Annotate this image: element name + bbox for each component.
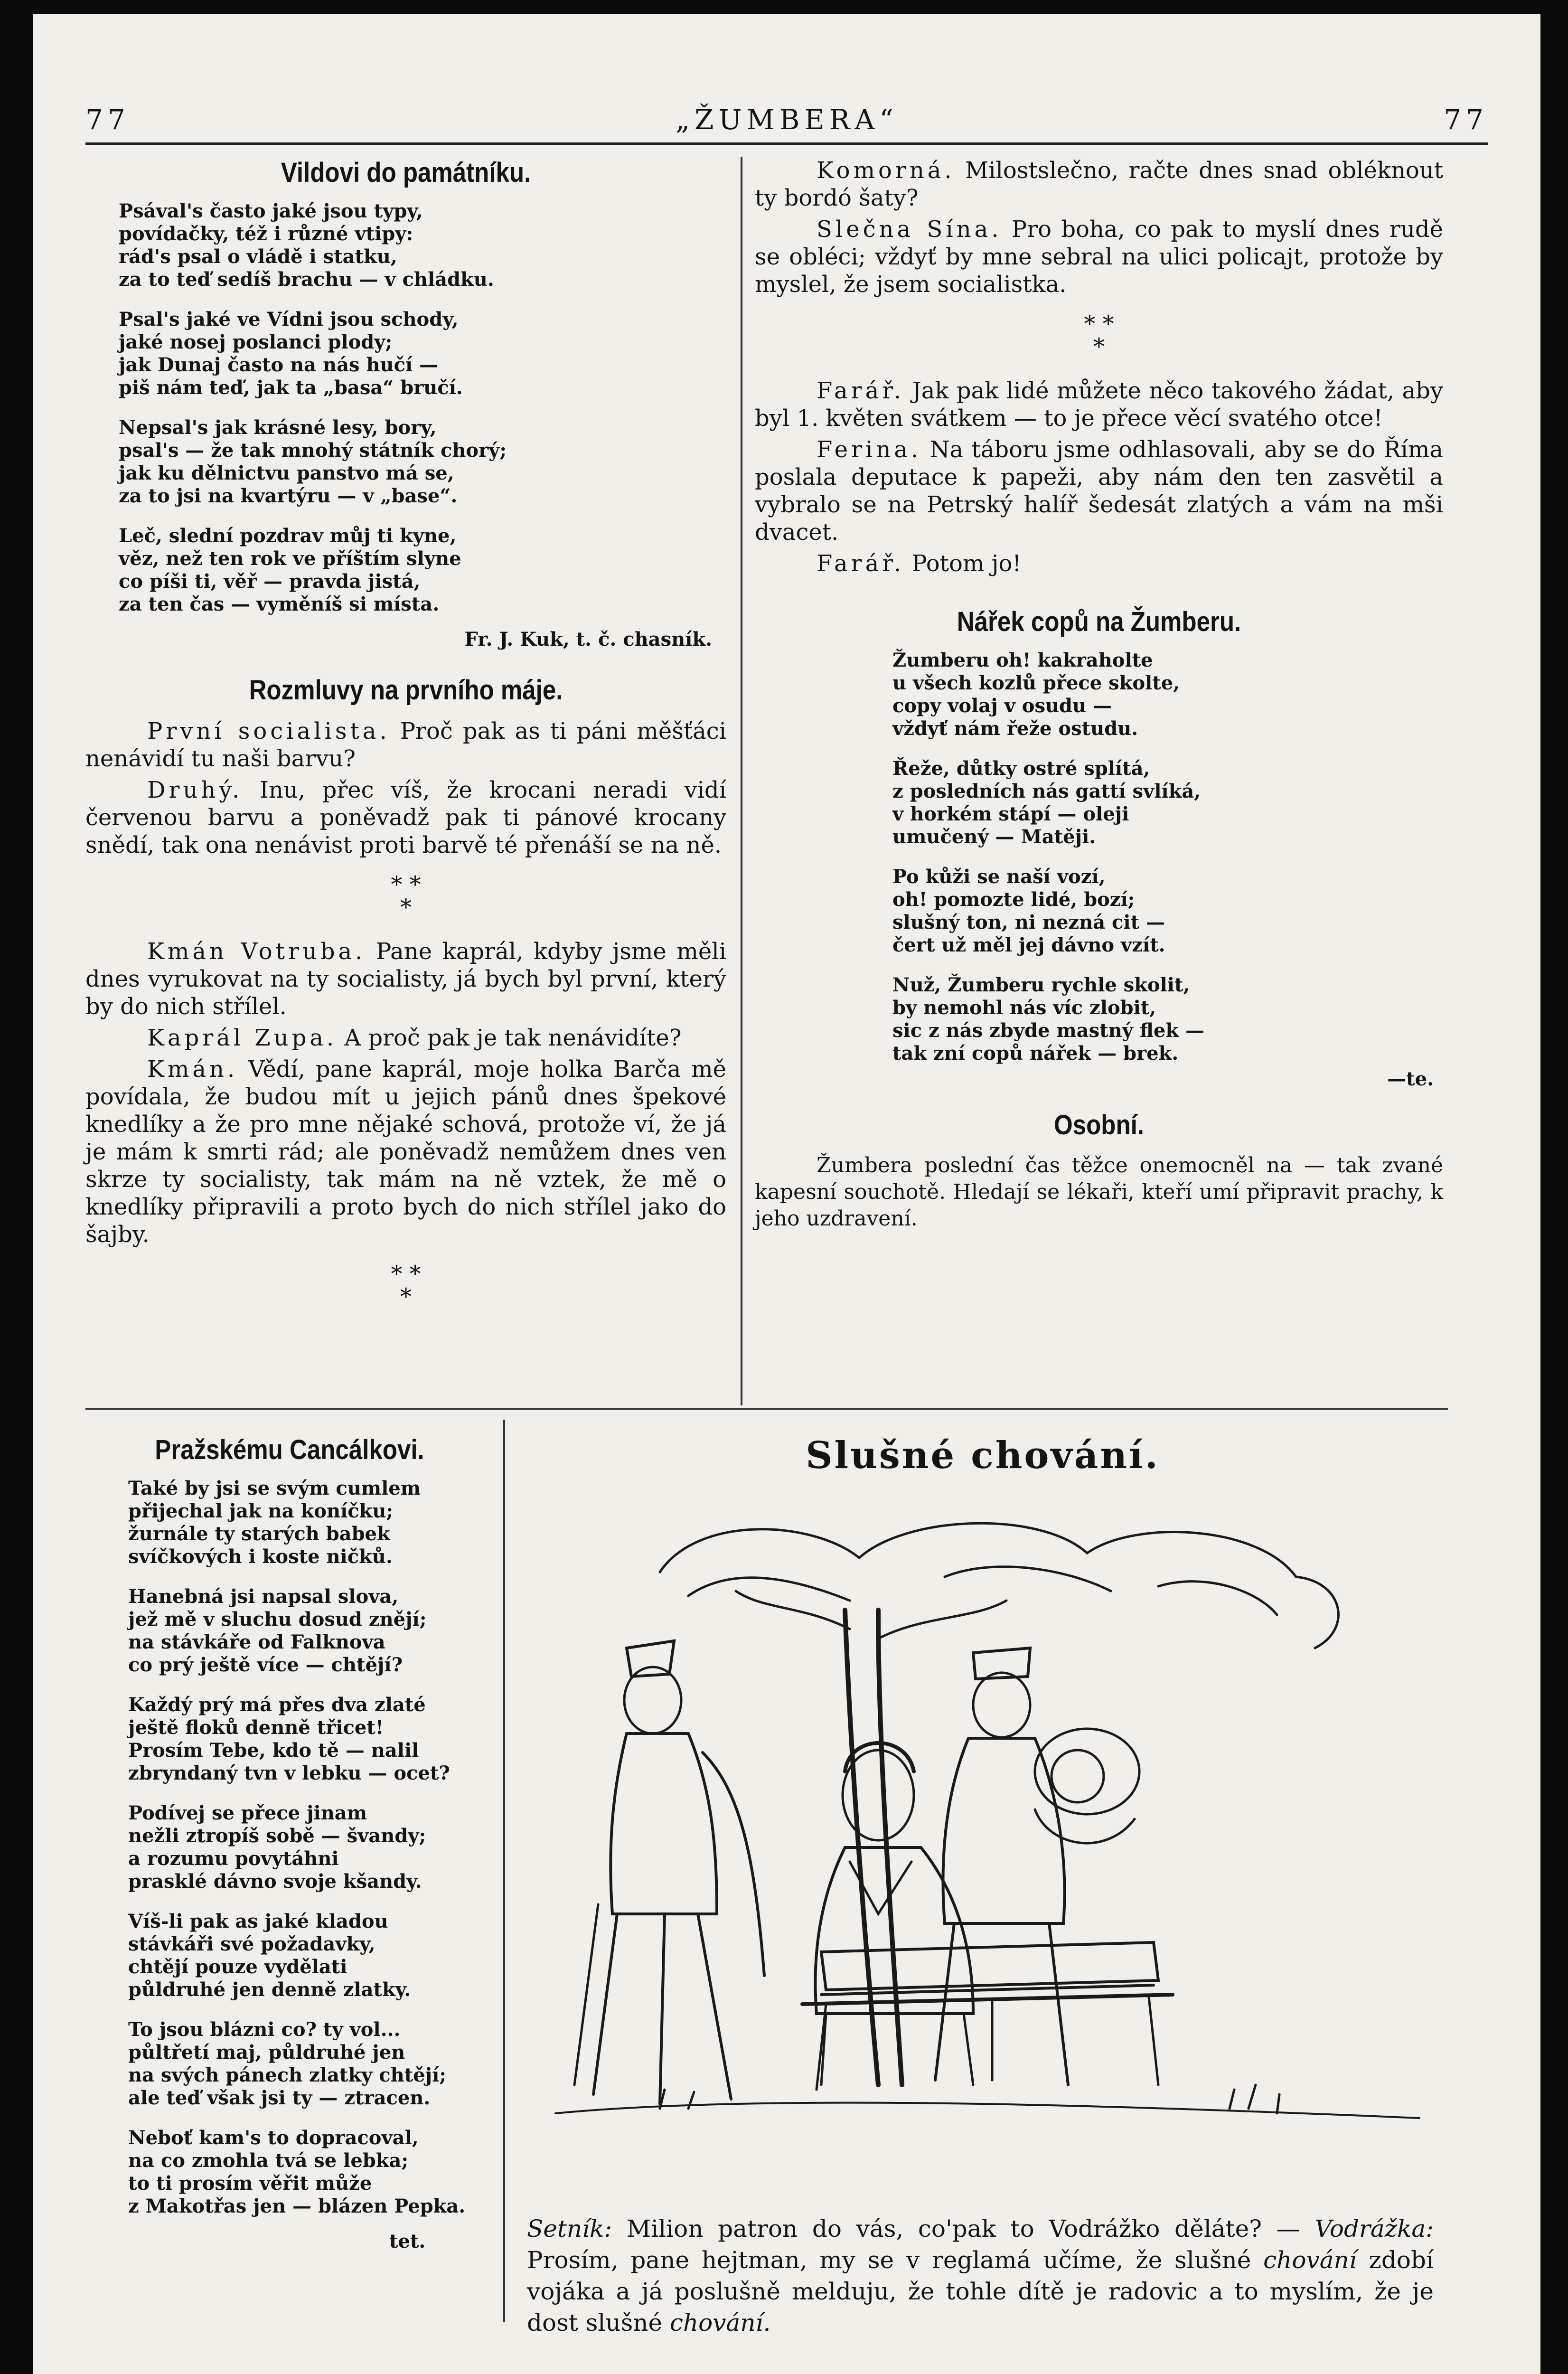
poem-line: jaké nosej poslanci plody; — [119, 331, 393, 353]
cartoon-illustration — [517, 1487, 1448, 2204]
section-stars: * * * — [1084, 311, 1114, 360]
poem-line: Nepsal's jak krásné lesy, bory, — [119, 416, 437, 439]
poem-line: jež mě v sluchu dosud znějí; — [128, 1608, 427, 1630]
poem-stanza — [128, 2018, 494, 2110]
poem-line: by nemohl nás víc zlobit, — [892, 997, 1156, 1019]
poem-line: Psal's jaké ve Vídni jsou schody, — [119, 308, 459, 330]
column-divider-bottom — [503, 1420, 505, 2322]
poem-signature: —te. — [1387, 1068, 1434, 1090]
page-number-right: 77 — [1444, 104, 1488, 136]
dialogue-paragraph — [85, 1024, 726, 1052]
poem-line: půltřetí maj, půldruhé jen — [128, 2041, 405, 2063]
speaker-name: Kmán Votruba. — [147, 938, 366, 965]
speaker-name: První socialista. — [147, 718, 390, 744]
poem-line: chtějí pouze vydělati — [128, 1956, 347, 1978]
bottom-left-column — [85, 1434, 494, 2252]
poem-line: ale teď však jsi ty — ztracen. — [128, 2087, 431, 2109]
dialogue-text: Potom jo! — [904, 550, 1022, 577]
poem-line: slušný ton, ni nezná cit — — [892, 911, 1165, 933]
dialogue-paragraph — [755, 377, 1443, 432]
poem-stanza — [892, 974, 1443, 1065]
poem-line: Po kůži se naší vozí, — [892, 866, 1106, 888]
poem-stanza — [119, 308, 726, 399]
poem-stanza — [892, 757, 1443, 848]
dialogue-paragraph — [85, 938, 726, 1020]
poem-line: Víš-li pak as jaké kladou — [128, 1910, 388, 1932]
poem-line: To jsou blázni co? ty vol... — [128, 2018, 401, 2041]
caption-speaker: Setník: — [527, 2215, 612, 2242]
poem-line: věz, než ten rok ve příštím slyne — [119, 547, 461, 570]
poem-line: vždyť nám řeže ostudu. — [892, 717, 1138, 740]
speaker-name: Farář. — [817, 377, 905, 404]
poem-stanza — [128, 1477, 494, 1568]
poem-line: Psával's často jaké jsou typy, — [119, 200, 423, 222]
poem-line: sic z nás zbyde mastný flek — — [892, 1019, 1205, 1042]
poem-line: zbryndaný tvn v lebku — ocet? — [128, 1762, 450, 1784]
section-divider — [85, 1408, 1448, 1410]
poem-title-cancalek: Pražskému Cancálkovi. — [155, 1434, 424, 1465]
dialogue-paragraph — [755, 216, 1443, 298]
article-title-osobni: Osobní. — [1054, 1110, 1144, 1140]
page-number-left: 77 — [85, 104, 130, 136]
poem-line: Neboť kam's to dopracoval, — [128, 2127, 419, 2149]
poem-line: svíčkových i koste ničků. — [128, 1545, 393, 1568]
dialogue-paragraph — [755, 550, 1443, 577]
poem-line: co prý ještě více — chtějí? — [128, 1654, 403, 1676]
speaker-name: Ferina. — [817, 436, 922, 463]
poem-line: nežli ztropíš sobě — švandy; — [128, 1825, 426, 1847]
poem-line: psal's — že tak mnohý státník chorý; — [119, 439, 507, 462]
poem-line: na stávkáře od Falknova — [128, 1631, 385, 1653]
poem-line: to ti prosím věřit může — [128, 2172, 372, 2195]
dialogue-text: Na táboru jsme odhlasovali, aby se do Říma poslala deputace k papeži, aby nám den ten zasvětil a vybralo se na Petrský halíř šedesát zlatých a vám na mši dvacet. — [755, 436, 1443, 546]
poem-stanza — [128, 1585, 494, 1677]
poem-line: přijechal jak na koníčku; — [128, 1500, 394, 1522]
poem-line: čert už měl jej dávno vzít. — [892, 934, 1165, 956]
poem-line: Žumberu oh! kakraholte — [892, 649, 1153, 671]
article-title-rozmluvy: Rozmluvy na prvního máje. — [249, 675, 563, 706]
poem-line: za ten čas — vyměníš si místa. — [119, 593, 440, 615]
page-header — [85, 85, 1488, 145]
cartoon-title: Slušné chování. — [806, 1434, 1160, 1477]
dialogue-text: Vědí, pane kaprál, moje holka Barča mě povídala, že budou mít u jejich pánů dnes špekové knedlíky a že pro mne nějaké schová, protože ví, že já je mám k smrti rád; ale poněvadž nemůžem dnes ven skrze ty socialisty, tak mám na ně vztek, že mě o knedlíky připravili a proto bych do nich střílel jako do šajby. — [85, 1056, 726, 1248]
dialogue-text: Pane kaprál, kdyby jsme měli dnes vyrukovat na ty socialisty, já bych byl první, který by do nich střílel. — [85, 938, 726, 1020]
dialogue-text: Inu, přec víš, že krocani neradi vidí červenou barvu a poněvadž pak ti pánové krocany snědí, tak ona nenávist proti barvě té přenáší se na ně. — [85, 777, 726, 858]
newspaper-page — [33, 14, 1540, 2374]
poem-stanza — [119, 416, 726, 508]
poem-line: copy volaj v osudu — — [892, 695, 1112, 717]
speaker-name: Slečna Sína. — [817, 216, 1002, 243]
speaker-name: Komorná. — [817, 157, 955, 184]
poem-line: u všech kozlů přece skolte, — [892, 672, 1180, 694]
dialogue-paragraph — [85, 1055, 726, 1248]
poem-line: za to teď sedíš brachu — v chládku. — [119, 268, 494, 291]
poem-line: jak ku dělnictvu panstvo má se, — [119, 462, 454, 484]
section-stars: * * * — [391, 871, 421, 921]
poem-line: jak Dunaj často na nás hučí — — [119, 354, 439, 376]
dialogue-paragraph — [85, 717, 726, 772]
poem-line: rád's psal o vládě i statku, — [119, 245, 397, 268]
poem-line: prasklé dávno svoje kšandy. — [128, 1870, 422, 1893]
poem-signature: tet. — [389, 2230, 426, 2252]
poem-line: piš nám teď, jak ta „basa“ bručí. — [119, 377, 463, 399]
poem-stanza — [128, 1694, 494, 1785]
column-divider — [741, 157, 742, 1405]
dialogue-text: Milostslečno, račte dnes snad obléknout ty bordó šaty? — [755, 157, 1443, 211]
caption-speaker: Vodrážka: — [1314, 2215, 1434, 2242]
speaker-name: Kaprál Zupa. — [147, 1025, 338, 1051]
poem-stanza — [892, 649, 1443, 740]
speaker-name: Farář. — [817, 550, 905, 577]
article-paragraph: Žumbera poslední čas těžce onemocněl na — tak zvané kapesní souchotě. Hledají se lékaři, kteří umí připravit prachy, k jeho uzdravení. — [755, 1153, 1443, 1231]
poem-line: Hanebná jsi napsal slova, — [128, 1585, 399, 1608]
dialogue-paragraph — [85, 776, 726, 859]
dialogue-text: A proč pak je tak nenávidíte? — [337, 1025, 682, 1051]
poem-stanza — [128, 1910, 494, 2001]
poem-line: stávkáři své požadavky, — [128, 1933, 376, 1955]
poem-line: co píši ti, věř — pravda jistá, — [119, 570, 421, 593]
masthead-title: „ŽUMBERA“ — [676, 104, 898, 136]
poem-stanza — [128, 1802, 494, 1893]
poem-line: žurnále ty starých babek — [128, 1523, 390, 1545]
left-column — [85, 157, 726, 1327]
poem-line: umučený — Matěji. — [892, 826, 1096, 848]
poem-line: z posledních nás gattí svlíká, — [892, 780, 1201, 802]
cartoon-caption: Setník: Milion patron do vás, co'pak to Vodrážko děláte? — Vodrážka: Prosím, pane hejtman, my se v reglamá učíme, že slušné chování zdobí vojáka a já poslušně melduju, že tohle dítě je radovic a to myslím, že je dost slušné chování. — [527, 2215, 1434, 2336]
dialogue-text: Jak pak lidé můžete něco takového žádat, aby byl 1. květen svátkem — to je přece věcí svatého otce! — [755, 377, 1443, 432]
poem-line: z Makotřas jen — blázen Pepka. — [128, 2195, 466, 2217]
poem-line: Řeže, důtky ostré splítá, — [892, 757, 1150, 780]
dialogue-paragraph — [755, 436, 1443, 546]
poem-line: půldruhé jen denně zlatky. — [128, 1978, 411, 2001]
poem-line: Také by jsi se svým cumlem — [128, 1477, 421, 1499]
speaker-name: Druhý. — [147, 777, 243, 803]
poem-line: tak zní copů nářek — brek. — [892, 1042, 1179, 1065]
poem-line: Podívej se přece jinam — [128, 1802, 367, 1824]
poem-line: Každý prý má přes dva zlaté — [128, 1694, 426, 1716]
poem-line: Leč, slední pozdrav můj ti kyne, — [119, 525, 457, 547]
poem-signature: Fr. J. Kuk, t. č. chasník. — [464, 628, 712, 650]
poem-line: na svých pánech zlatky chtějí; — [128, 2064, 447, 2086]
poem-line: za to jsi na kvartýru — v „base“. — [119, 485, 458, 507]
poem-line: povídačky, též i různé vtipy: — [119, 223, 413, 245]
poem-line: v horkém stápí — oleji — [892, 803, 1129, 825]
poem-title-vildovi: Vildovi do památníku. — [281, 157, 531, 188]
poem-line: oh! pomozte lidé, bozí; — [892, 888, 1135, 911]
right-column — [755, 157, 1443, 1236]
poem-title-narek: Nářek copů na Žumberu. — [957, 606, 1241, 637]
dialogue-text: Pro boha, co pak to myslí dnes rudě se obléci; vždyť by mne sebral na ulici policajt, protože by myslel, že jsem socialistka. — [755, 216, 1443, 298]
poem-line: Prosím Tebe, kdo tě — nalil — [128, 1739, 419, 1762]
poem-stanza — [119, 200, 726, 291]
dialogue-paragraph — [755, 157, 1443, 212]
poem-stanza — [892, 866, 1443, 957]
poem-line: ještě floků denně třicet! — [128, 1716, 384, 1739]
cartoon-section — [517, 1434, 1448, 2338]
speaker-name: Kmán. — [147, 1056, 238, 1083]
poem-line: Nuž, Žumberu rychle skolit, — [892, 974, 1190, 996]
dialogue-text: Proč pak as ti páni měšťáci nenávidí tu naši barvu? — [85, 718, 727, 772]
poem-line: na co zmohla tvá se lebka; — [128, 2149, 409, 2172]
poem-stanza — [119, 525, 726, 616]
section-stars: * * * — [391, 1261, 421, 1310]
poem-line: a rozumu povytáhni — [128, 1847, 339, 1870]
poem-stanza — [128, 2127, 494, 2218]
